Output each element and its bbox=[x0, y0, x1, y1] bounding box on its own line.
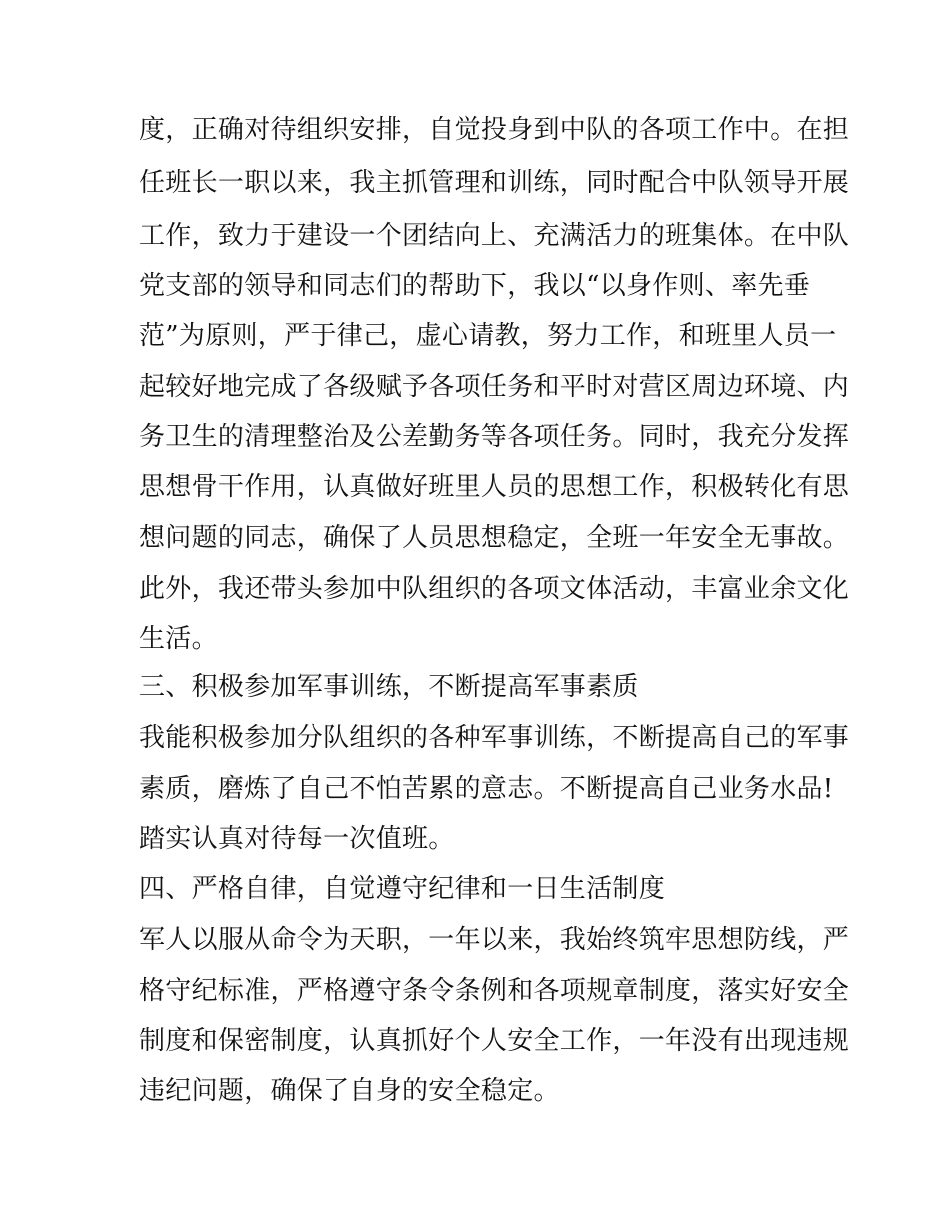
paragraph-line: 生活。 bbox=[139, 624, 218, 654]
paragraph-line: 思想骨干作用，认真做好班里人员的思想工作，积极转化有思 bbox=[139, 472, 850, 502]
paragraph-line: 此外，我还带头参加中队组织的各项文体活动，丰富业余文化 bbox=[139, 574, 850, 604]
paragraph-line: 党支部的领导和同志们的帮助下，我以“以身作则、率先垂 bbox=[139, 271, 811, 301]
paragraph-line: 素质，磨炼了自己不怕苦累的意志。不断提高自己业务水品! bbox=[139, 774, 834, 804]
paragraph-line: 制度和保密制度，认真抓好个人安全工作，一年没有出现违规 bbox=[139, 1026, 850, 1056]
paragraph-line: 想问题的同志，确保了人员思想稳定，全班一年安全无事故。 bbox=[139, 523, 850, 553]
paragraph-line: 踏实认真对待每一次值班。 bbox=[139, 824, 455, 854]
paragraph-line: 我能积极参加分队组织的各种军事训练，不断提高自己的军事 bbox=[139, 723, 850, 753]
paragraph-line: 务卫生的清理整治及公差勤务等各项任务。同时，我充分发挥 bbox=[139, 422, 850, 452]
paragraph-line: 格守纪标准，严格遵守条令条例和各项规章制度，落实好安全 bbox=[139, 976, 850, 1006]
section-heading: 四、严格自律，自觉遵守纪律和一日生活制度 bbox=[139, 874, 666, 904]
paragraph-line: 任班长一职以来，我主抓管理和训练，同时配合中队领导开展 bbox=[139, 168, 850, 198]
paragraph-line: 起较好地完成了各级赋予各项任务和平时对营区周边环境、内 bbox=[139, 372, 850, 402]
section-heading: 三、积极参加军事训练，不断提高军事素质 bbox=[139, 672, 639, 702]
paragraph-line: 度，正确对待组织安排，自觉投身到中队的各项工作中。在担 bbox=[139, 115, 850, 145]
paragraph-line: 范”为原则，严于律己，虚心请教，努力工作，和班里人员一 bbox=[139, 321, 837, 351]
paragraph-line: 违纪问题，确保了自身的安全稳定。 bbox=[139, 1076, 560, 1106]
paragraph-line: 军人以服从命令为天职，一年以来，我始终筑牢思想防线，严 bbox=[139, 925, 850, 955]
paragraph-line: 工作，致力于建设一个团结向上、充满活力的班集体。在中队 bbox=[139, 221, 850, 251]
